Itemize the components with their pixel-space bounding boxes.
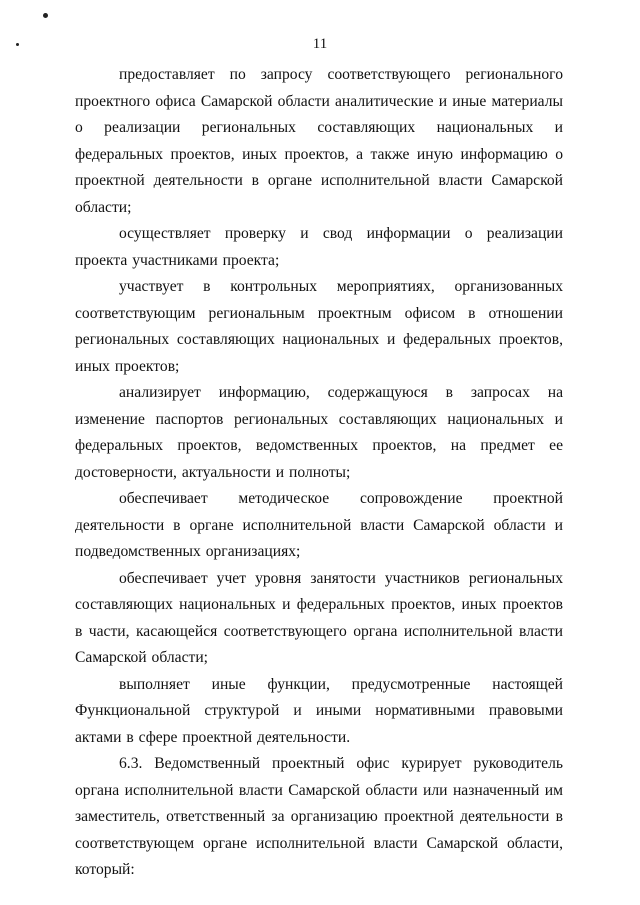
paragraph: анализирует информацию, содержащуюся в запросах на изменение паспортов региональных составляющих национальных и федеральных проектов, ведомственных проектов, на предмет ее достоверности, актуальности и полноты;: [75, 384, 563, 481]
scan-artifact-dot: [43, 13, 48, 18]
paragraph: предоставляет по запросу соответствующего регионального проектного офиса Самарской области аналитические и иные материалы о реализации региональных составляющих национальных и федеральных проектов, иных проектов, а также иную информацию о проектной деятельности в органе исполнительной власти Самарской области;: [75, 66, 563, 216]
paragraph: 6.3. Ведомственный проектный офис курирует руководитель органа исполнительной власти Самарской области или назначенный им заместитель, ответственный за организацию проектной деятельности в соответствующем органе исполнительной власти Самарской области, который:: [75, 755, 563, 878]
paragraph: выполняет иные функции, предусмотренные настоящей Функциональной структурой и иными нормативными правовыми актами в сфере проектной деятельности.: [75, 675, 563, 746]
paragraph: обеспечивает методическое сопровождение проектной деятельности в органе исполнительной власти Самарской области и подведомственных организациях;: [75, 490, 563, 560]
paragraph: осуществляет проверку и свод информации о реализации проекта участниками проекта;: [75, 225, 563, 269]
paragraph: участвует в контрольных мероприятиях, организованных соответствующим региональным проектным офисом в отношении региональных составляющих национальных и федеральных проектов, иных проектов;: [75, 278, 563, 375]
paragraph: обеспечивает учет уровня занятости участников региональных составляющих национальных и федеральных проектов, иных проектов в части, касающейся соответствующего органа исполнительной власти Самарской области;: [75, 569, 563, 666]
document-body: [75, 60, 563, 884]
page-number: 11: [312, 36, 328, 52]
